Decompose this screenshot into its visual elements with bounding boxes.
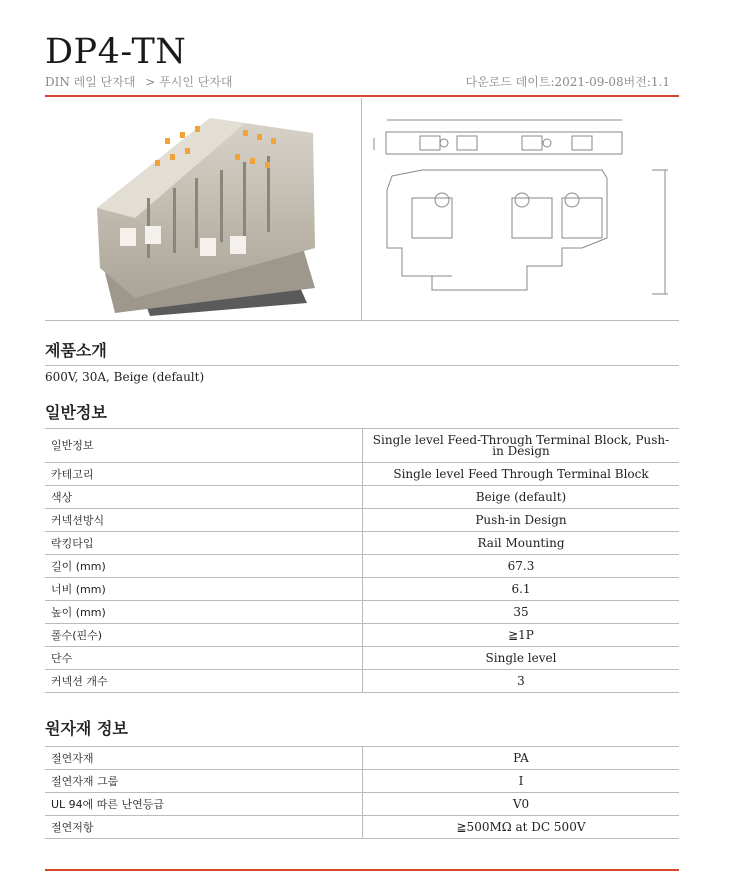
spec-label: 커넥션방식 xyxy=(45,509,363,532)
table-row xyxy=(45,463,679,486)
spec-value: V0 xyxy=(363,793,680,816)
spec-label: 일반정보 xyxy=(45,429,363,463)
spec-value: ≧1P xyxy=(363,624,680,647)
table-row xyxy=(45,624,679,647)
spec-label: 락킹타입 xyxy=(45,532,363,555)
spec-label: 너비 (mm) xyxy=(45,578,363,601)
breadcrumb-item[interactable]: DIN 레일 단자대 xyxy=(45,75,136,89)
download-meta: 다운로드 데이트:2021-09-08버전:1.1 xyxy=(465,75,670,89)
spec-value: Single level xyxy=(363,647,680,670)
section-divider xyxy=(45,365,679,366)
intro-text: 600V, 30A, Beige (default) xyxy=(45,370,205,384)
spec-label: 폴수(핀수) xyxy=(45,624,363,647)
table-row xyxy=(45,509,679,532)
footer-divider xyxy=(45,869,679,871)
spec-value: Single level Feed Through Terminal Block xyxy=(363,463,680,486)
spec-label: 절연저항 xyxy=(45,816,363,839)
spec-label: 카테고리 xyxy=(45,463,363,486)
table-row xyxy=(45,793,679,816)
table-row xyxy=(45,747,679,770)
spec-value: Rail Mounting xyxy=(363,532,680,555)
section-heading-intro: 제품소개 xyxy=(45,341,107,360)
spec-value: Push-in Design xyxy=(363,509,680,532)
table-row xyxy=(45,429,679,463)
technical-drawing xyxy=(362,98,679,320)
product-photo-frame xyxy=(45,98,362,321)
section-heading-general: 일반정보 xyxy=(45,403,107,422)
spec-value: 35 xyxy=(363,601,680,624)
table-row xyxy=(45,578,679,601)
table-row xyxy=(45,486,679,509)
table-row xyxy=(45,555,679,578)
product-photo xyxy=(45,98,361,320)
general-info-table xyxy=(45,428,679,693)
spec-value: Beige (default) xyxy=(363,486,680,509)
spec-label: 높이 (mm) xyxy=(45,601,363,624)
technical-drawing-frame xyxy=(362,98,679,321)
table-row xyxy=(45,670,679,693)
table-row xyxy=(45,647,679,670)
spec-label: 절연자재 xyxy=(45,747,363,770)
material-info-table xyxy=(45,746,679,839)
breadcrumb xyxy=(45,73,239,90)
spec-label: UL 94에 따른 난연등급 xyxy=(45,793,363,816)
table-row xyxy=(45,816,679,839)
spec-value: 6.1 xyxy=(363,578,680,601)
page-title: DP4-TN xyxy=(45,32,187,72)
spec-label: 단수 xyxy=(45,647,363,670)
table-row xyxy=(45,601,679,624)
spec-label: 절연자재 그룹 xyxy=(45,770,363,793)
spec-value: Single level Feed-Through Terminal Block, Push-in Design xyxy=(363,429,680,463)
spec-value: 67.3 xyxy=(363,555,680,578)
spec-label: 커넥션 개수 xyxy=(45,670,363,693)
spec-value: I xyxy=(363,770,680,793)
spec-label: 색상 xyxy=(45,486,363,509)
header-divider xyxy=(45,95,679,97)
spec-label: 길이 (mm) xyxy=(45,555,363,578)
breadcrumb-item[interactable]: > 푸시인 단자대 xyxy=(145,75,233,89)
spec-value: ≧500MΩ at DC 500V xyxy=(363,816,680,839)
section-heading-material: 원자재 정보 xyxy=(45,719,128,738)
table-row xyxy=(45,532,679,555)
spec-value: 3 xyxy=(363,670,680,693)
spec-value: PA xyxy=(363,747,680,770)
table-row xyxy=(45,770,679,793)
